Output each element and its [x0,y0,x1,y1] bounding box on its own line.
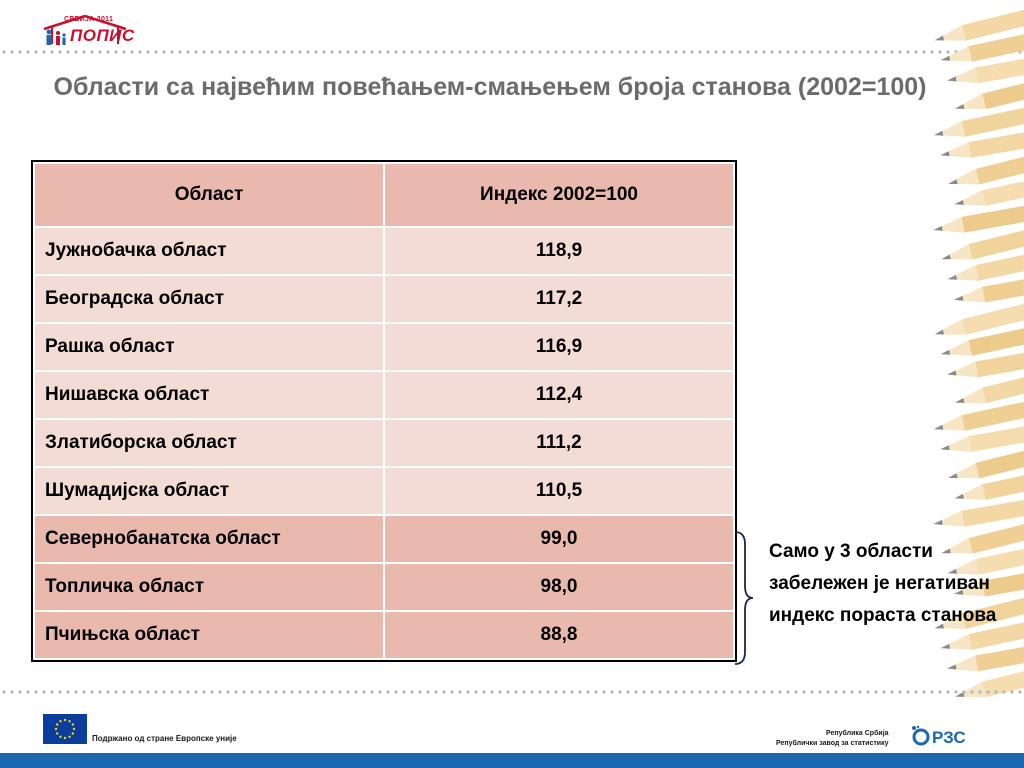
logo-word: ПОПИС [70,26,135,45]
region-name: Севернобанатска област [34,515,384,563]
region-name: Јужнобачка област [34,227,384,275]
index-value: 117,2 [384,275,734,323]
pencil-shape [932,201,1024,238]
index-value: 98,0 [384,563,734,611]
table-header-row [34,163,734,227]
column-header-region: Област [34,163,384,227]
eu-flag-icon [43,714,87,744]
people-icon [44,29,68,45]
dotted-divider-top [0,50,1024,54]
table-row-negative [34,563,734,611]
index-value: 111,2 [384,419,734,467]
region-name: Нишавска област [34,371,384,419]
rzs-logo-text: РЗС [932,728,966,747]
index-value: 118,9 [384,227,734,275]
region-name: Топличка област [34,563,384,611]
table-row-negative [34,515,734,563]
bottom-bar [0,753,1024,768]
region-name: Шумадијска област [34,467,384,515]
table-row-negative [34,611,734,659]
table-row [34,275,734,323]
rzs-country-text: Република Србија [826,730,889,737]
index-value: 88,8 [384,611,734,659]
index-value: 116,9 [384,323,734,371]
curly-brace-icon [733,530,755,666]
region-name: Београдска област [34,275,384,323]
data-table [33,162,735,660]
table-row [34,227,734,275]
rzs-logo [908,724,988,748]
index-value: 110,5 [384,467,734,515]
page-title: Области са највећим повећањем-смањењем броја станова (2002=100) [53,73,927,101]
dotted-divider-bottom [0,690,1024,694]
logo-year: СРБИЈА 2011 [64,16,114,23]
column-header-index: Индекс 2002=100 [384,163,734,227]
region-name: Златиборска област [34,419,384,467]
region-name: Рашка област [34,323,384,371]
pencil-shape [932,495,1024,532]
table-row [34,323,734,371]
eu-support-text: Подржано од стране Европске уније [92,734,237,743]
index-value: 112,4 [384,371,734,419]
table-row [34,467,734,515]
region-name: Пчињска област [34,611,384,659]
table-row [34,371,734,419]
table-row [34,419,734,467]
index-value: 99,0 [384,515,734,563]
negative-index-note: Само у 3 области забележен је негативан индекс пораста станова [769,541,997,626]
rzs-institute-text: Републички завод за статистику [776,740,889,747]
popis-logo [40,12,135,48]
